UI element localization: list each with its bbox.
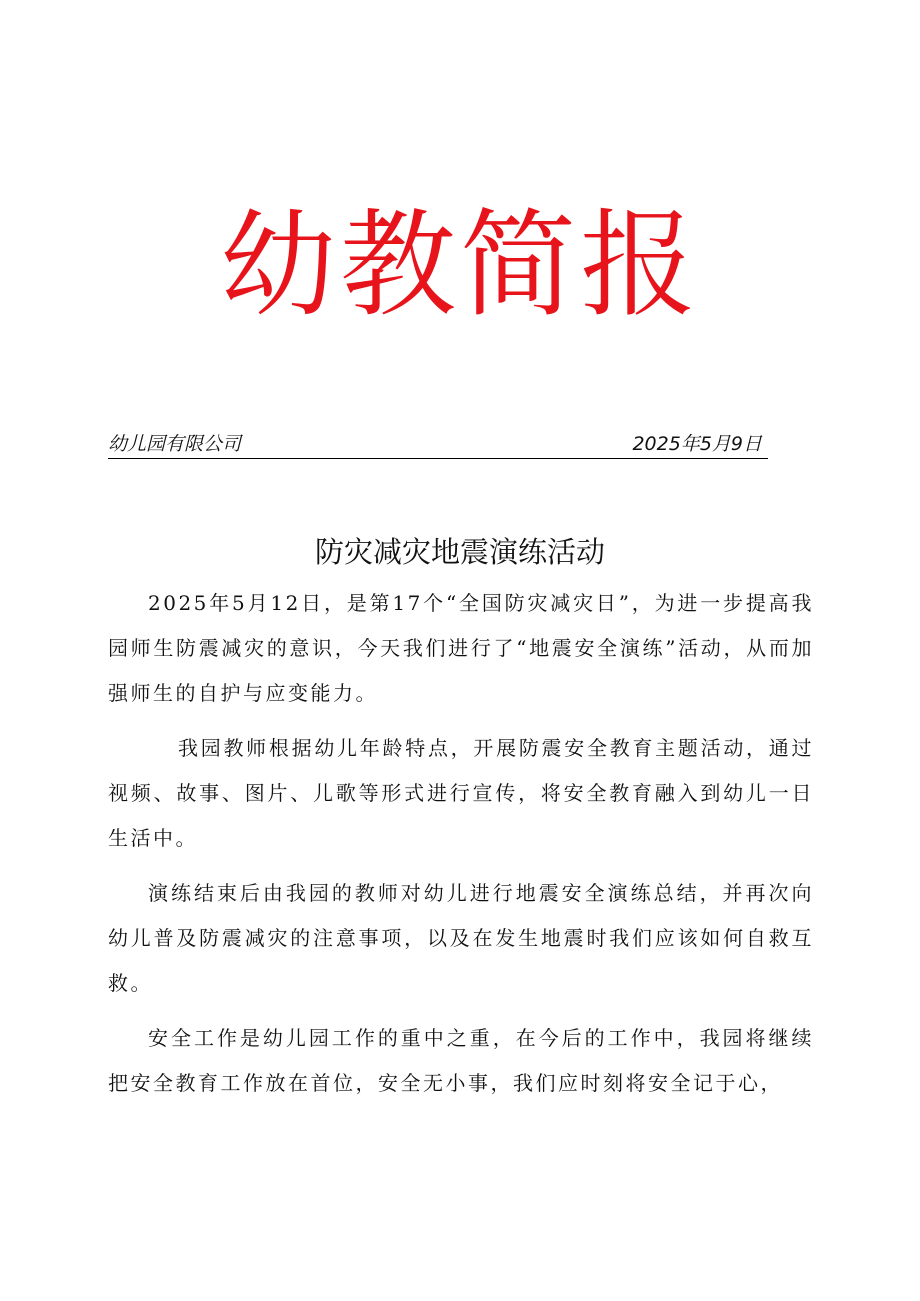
- masthead-title: 幼教简报: [220, 198, 700, 333]
- article-paragraph: 我园教师根据幼儿年龄特点，开展防震安全教育主题活动，通过视频、故事、图片、儿歌等形式进行宣传，将安全教育融入到幼儿一日生活中。: [108, 736, 814, 850]
- article-body: [108, 581, 814, 1116]
- article-paragraph: 2025年5月12日，是第17个“全国防灾减灾日”，为进一步提高我园师生防震减灾的意识，今天我们进行了“地震安全演练”活动，从而加强师生的自护与应变能力。: [108, 591, 814, 705]
- article-paragraph: 演练结束后由我园的教师对幼儿进行地震安全演练总结，并再次向幼儿普及防震减灾的注意事项，以及在发生地震时我们应该如何自救互救。: [108, 881, 814, 995]
- issuer-line: [108, 430, 768, 459]
- issue-date: 2025年5月9日: [632, 433, 762, 455]
- article-paragraph: 安全工作是幼儿园工作的重中之重，在今后的工作中，我园将继续把安全教育工作放在首位，安全无小事，我们应时刻将安全记于心，: [108, 1026, 814, 1095]
- article-title: 防灾减灾地震演练活动: [314, 535, 605, 569]
- issuer-organization: 幼儿园有限公司: [108, 433, 242, 455]
